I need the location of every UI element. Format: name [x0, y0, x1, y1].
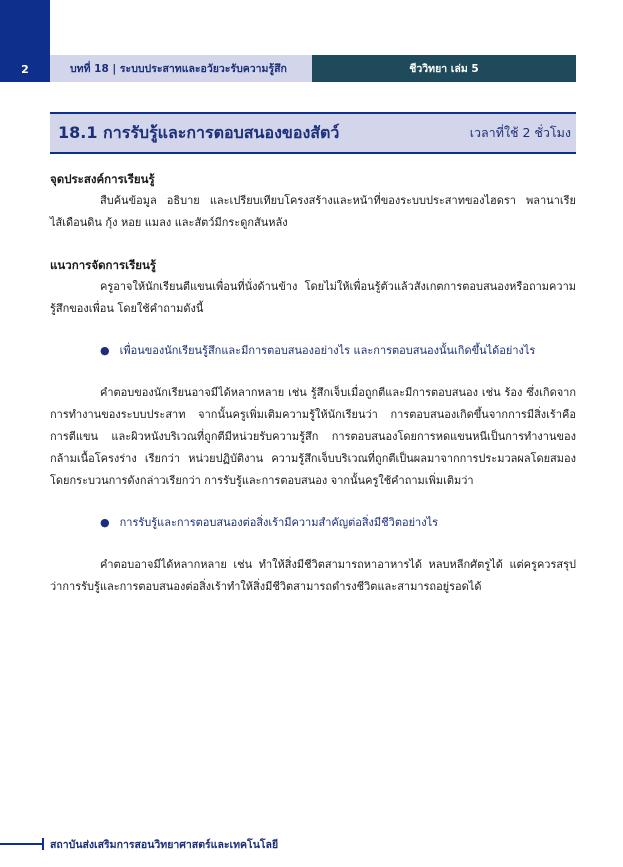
bullet-icon: ●: [100, 344, 110, 357]
section-time: เวลาที่ใช้ 2 ชั่วโมง: [469, 125, 571, 140]
footer-rule: [0, 843, 42, 845]
footer-tick: [42, 838, 44, 850]
chapter-title: บทที่ 18 | ระบบประสาทและอวัยวะรับความรู้สึก: [70, 63, 287, 75]
footer-publisher: สถาบันส่งเสริมการสอนวิทยาศาสตร์และเทคโนโลยี: [50, 839, 279, 851]
bullet-icon: ●: [100, 516, 110, 529]
page-number: 2: [0, 0, 50, 82]
book-header: [312, 55, 576, 82]
objectives-heading: จุดประสงค์การเรียนรู้: [50, 172, 155, 186]
question-2-text: การรับรู้และการตอบสนองต่อสิ่งเร้ามีความสำคัญต่อสิ่งมีชีวิตอย่างไร: [119, 516, 439, 529]
objectives-text: สืบค้นข้อมูล อธิบาย และเปรียบเทียบโครงสร้างและหน้าที่ของระบบประสาทของไฮดรา พลานาเรีย ไส้เดือนดิน กุ้ง หอย แมลง และสัตว์มีกระดูกสันหลัง: [50, 194, 576, 229]
answer-2: คำตอบอาจมีได้หลากหลาย เช่น ทำให้สิ่งมีชีวิตสามารถหาอาหารได้ หลบหลีกศัตรูได้ แต่ครูควรสรุปว่าการรับรู้และการตอบสนองต่อสิ่งเร้าทำให้สิ่งมีชีวิตสามารถดำรงชีวิตและสามารถอยู่รอดได้: [50, 558, 576, 593]
question-2: [50, 512, 576, 534]
main-content: [50, 168, 576, 598]
approach-heading: แนวการจัดการเรียนรู้: [50, 258, 157, 272]
book-title: ชีววิทยา เล่ม 5: [409, 63, 479, 75]
section-title: 18.1 การรับรู้และการตอบสนองของสัตว์: [58, 122, 340, 142]
answer-1: คำตอบของนักเรียนอาจมีได้หลากหลาย เช่น รู้สึกเจ็บเมื่อถูกตีและมีการตอบสนอง เช่น ร้อง ซึ่งเกิดจากการทำงานของระบบประสาท จากนั้นครูเพิ่มเติมความรู้ให้นักเรียนว่า การตอบสนองเกิดขึ้นจากการมีสิ่งเร้าคือ การตีแขน และผิวหนังบริเวณที่ถูกตีมีหน่วยรับความรู้สึก การตอบสนองโดยการหดแขนหนีเป็นการทำงานของกล้ามเนื้อโครงร่าง เรียกว่า หน่วยปฏิบัติงาน ความรู้สึกเจ็บบริเวณที่ถูกตีเป็นผลมาจากการประมวลผลโดยสมอง โดยกระบวนการดังกล่าวเรียกว่า การรับรู้และการตอบสนอง จากนั้นครูใช้คำถามเพิ่มเติมว่า: [50, 386, 576, 487]
chapter-header: [50, 55, 312, 82]
approach-intro: ครูอาจให้นักเรียนตีแขนเพื่อนที่นั่งด้านข้าง โดยไม่ให้เพื่อนรู้ตัวแล้วสังเกตการตอบสนองหรือถามความรู้สึกของเพื่อน โดยใช้คำถามดังนี้: [50, 280, 576, 315]
section-bar: [50, 112, 576, 154]
question-1: [50, 340, 576, 362]
question-1-text: เพื่อนของนักเรียนรู้สึกและมีการตอบสนองอย่างไร และการตอบสนองนั้นเกิดขึ้นได้อย่างไร: [119, 344, 536, 357]
